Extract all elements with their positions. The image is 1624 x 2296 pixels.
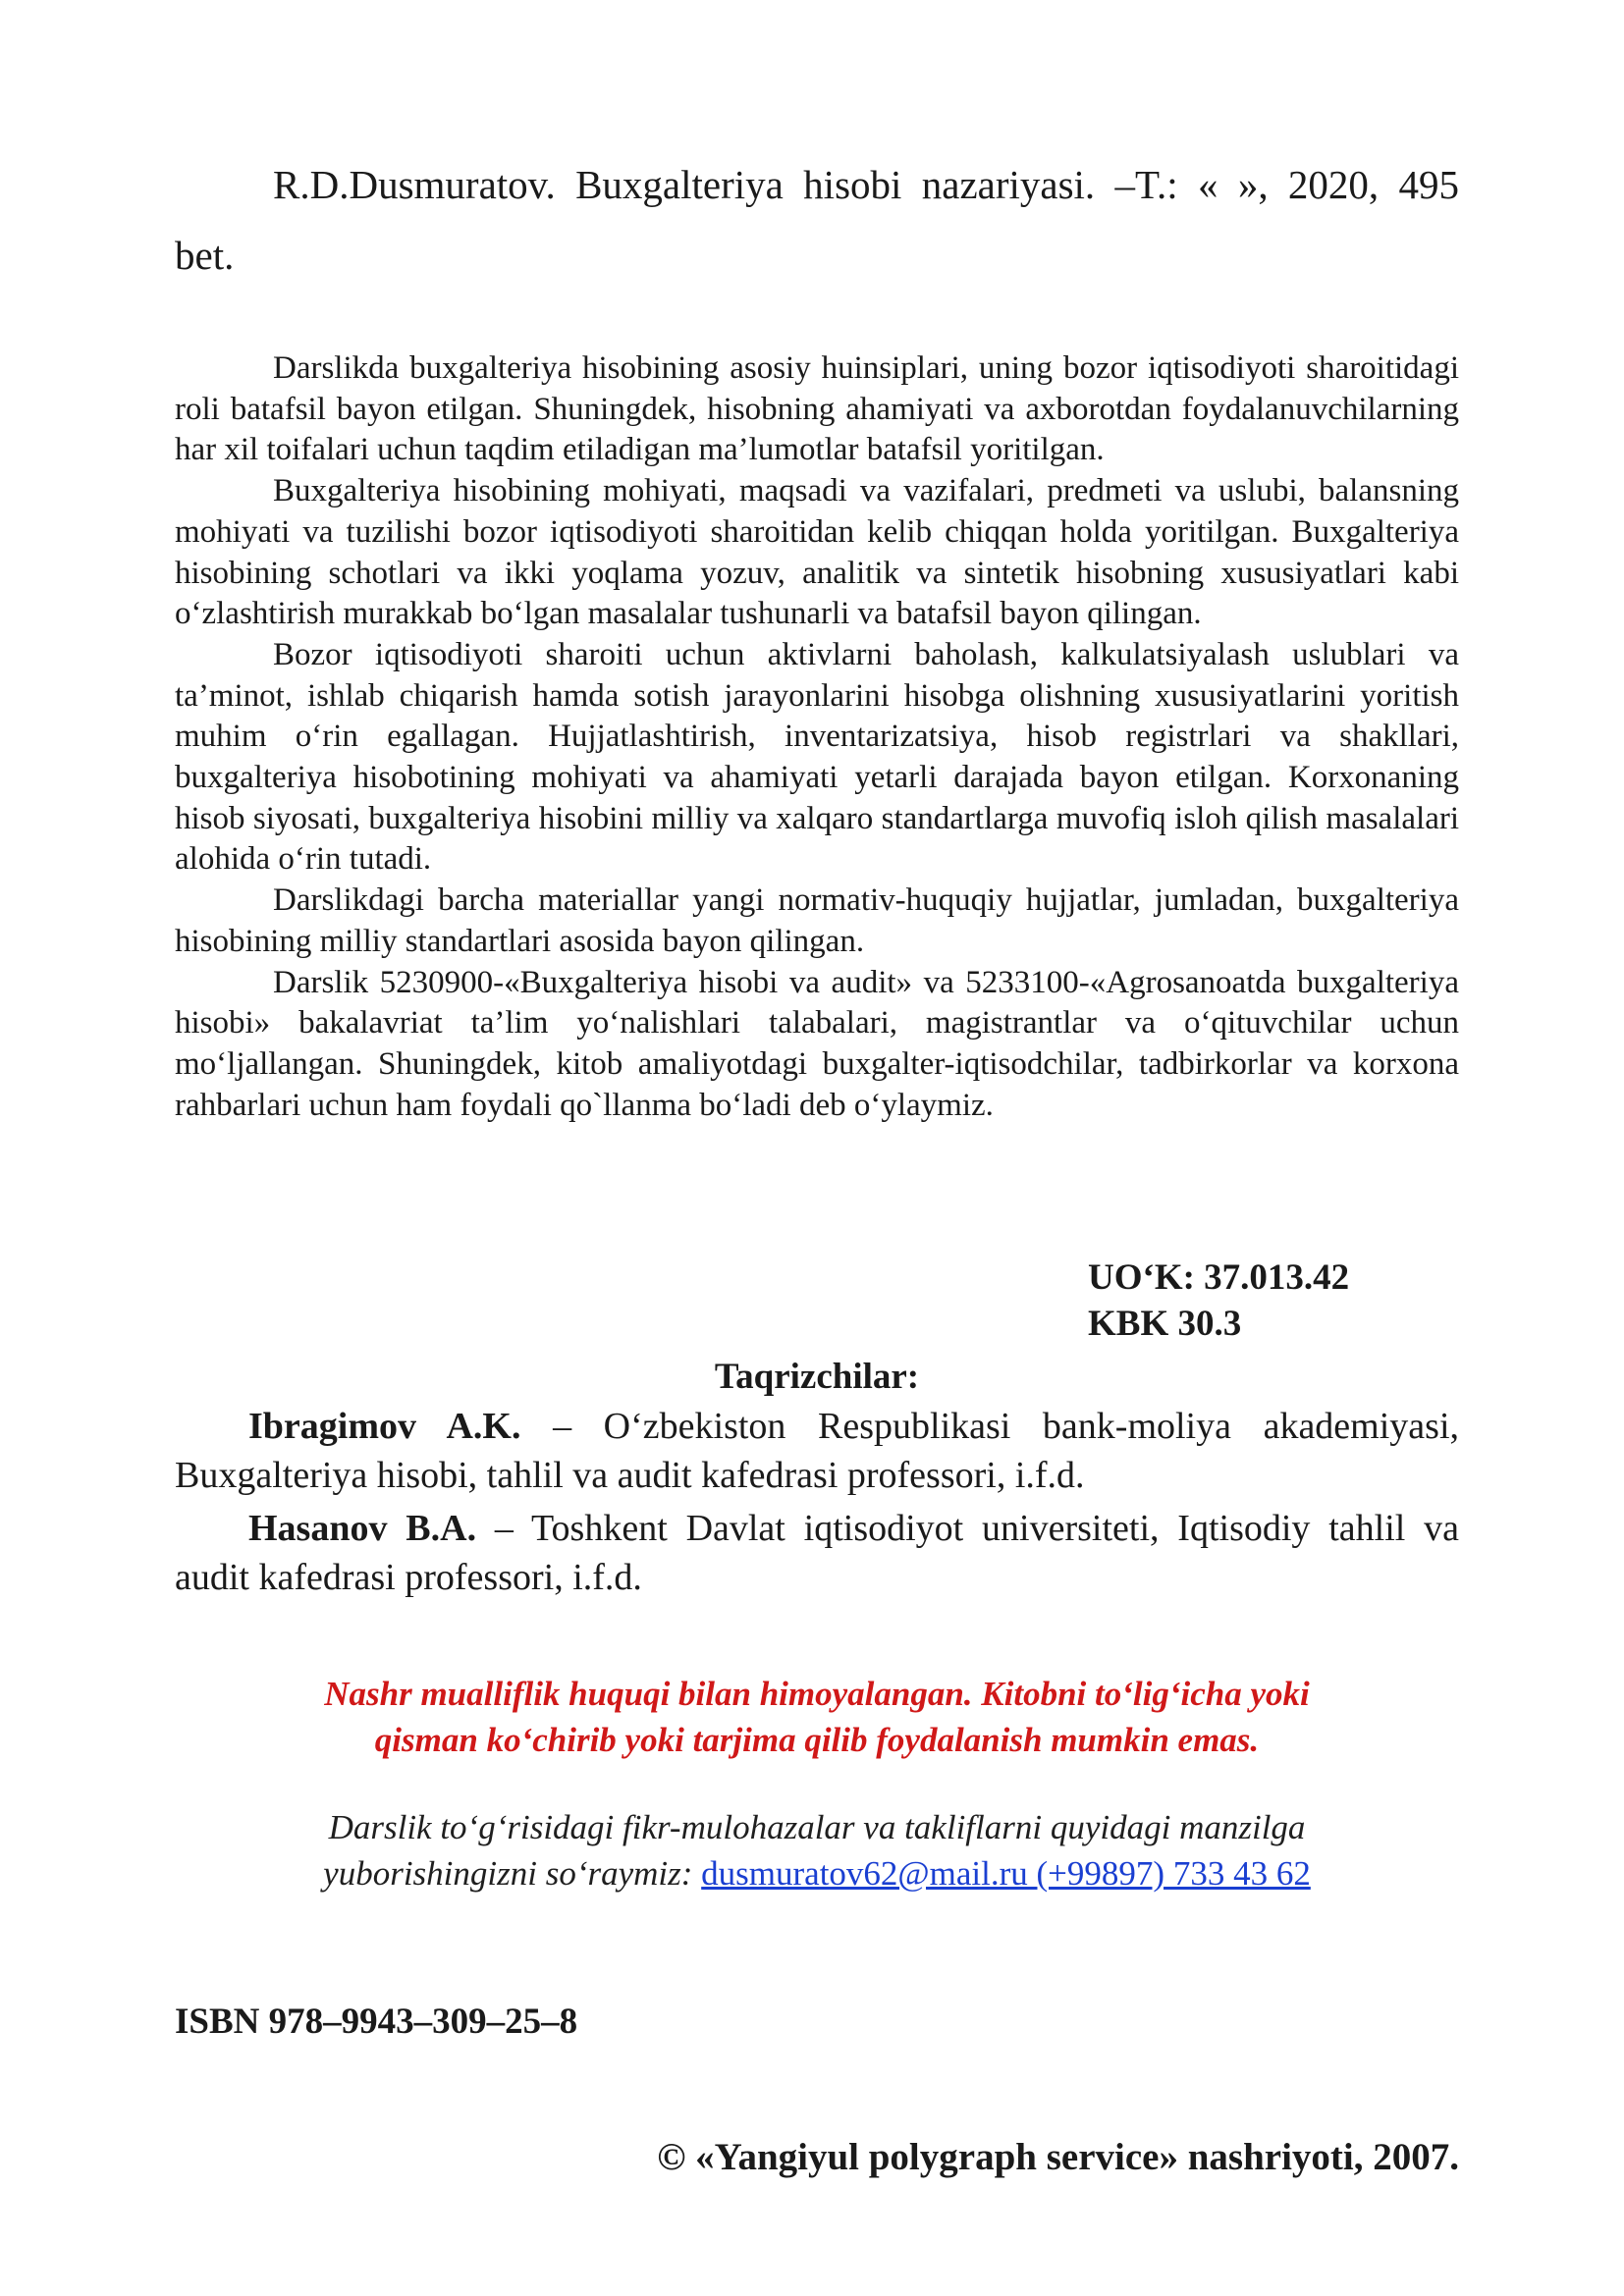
bibliographic-citation [175, 149, 1459, 291]
citation-line-1: R.D.Dusmuratov. Buxgalteriya hisobi nazariyasi. –T.: « », 2020, 495 [273, 162, 1459, 207]
feedback-request [175, 1804, 1459, 1896]
copyright-notice [175, 1671, 1459, 1763]
udk-code: UO‘K: 37.013.42 [1088, 1257, 1350, 1298]
publisher-copyright: © «Yangiyul polygraph service» nashriyoti, 2007. [657, 2136, 1459, 2178]
annotation-paragraph: Darslik 5230900-«Buxgalteriya hisobi va audit» va 5233100-«Agrosanoatda buxgalteriya hisobi» bakalavriat ta’lim yo‘nalishlari talabalari, magistrantlar va o‘qituvchilar uchun mo‘ljallangan. Shuningdek, kitob amaliyotdagi buxgalter-iqtisodchilar, tadbirkorlar va korxona rahbarlari uchun ham foydali qo`llanma bo‘ladi deb o‘ylaymiz. [175, 964, 1459, 1123]
annotation-paragraph: Bozor iqtisodiyoti sharoiti uchun aktivlarni baholash, kalkulatsiyalash uslublari va ta’minot, ishlab chiqarish hamda sotish jarayonlarini hisobga olishning xususiyatlarini yoritish muhim o‘rin egallagan. Hujjatlashtirish, inventarizatsiya, hisob registrlari va shakllari, buxgalteriya hisobotining mohiyati va ahamiyati yetarli darajada bayon etilgan. Korxonaning hisob siyosati, buxgalteriya hisobini milliy va xalqaro standartlarga muvofiq isloh qilish masalalari alohida o‘rin tutadi. [175, 636, 1459, 878]
classification-codes [1088, 1255, 1349, 1347]
kbk-code: KBK 30.3 [1088, 1304, 1242, 1344]
reviewer-entry [175, 1402, 1459, 1500]
copyright-notice-line-2: qisman ko‘chirib yoki tarjima qilib foydalanish mumkin emas. [374, 1721, 1260, 1759]
reviewer-details: – Toshkent Davlat iqtisodiyot universiteti, Iqtisodiy tahlil va audit kafedrasi professori, i.f.d. [175, 1508, 1459, 1598]
reviewer-entry [175, 1504, 1459, 1602]
isbn: ISBN 978–9943–309–25–8 [175, 2002, 578, 2042]
copyright-notice-line-1: Nashr mualliflik huquqi bilan himoyalangan. Kitobni to‘lig‘icha yoki [324, 1675, 1310, 1713]
annotation-paragraph: Darslikdagi barcha materiallar yangi normativ-huquqiy hujjatlar, jumladan, buxgalteriya hisobining milliy standartlari asosida bayon qilingan. [175, 882, 1459, 959]
contact-link[interactable]: dusmuratov62@mail.ru (+99897) 733 43 62 [701, 1854, 1311, 1893]
reviewer-name: Hasanov B.A. [248, 1508, 477, 1549]
reviewer-name: Ibragimov A.K. [248, 1406, 521, 1447]
citation-line-2: bet. [175, 233, 235, 278]
annotation-paragraph: Darslikda buxgalteriya hisobining asosiy huinsiplari, uning bozor iqtisodiyoti sharoitidagi roli batafsil bayon etilgan. Shuningdek, hisobning ahamiyati va axborotdan foydalanuvchilarning har xil toifalari uchun taqdim etiladigan ma’lumotlar batafsil yoritilgan. [175, 350, 1459, 468]
feedback-line-1: Darslik to‘g‘risidagi fikr-mulohazalar va takliflarni quyidagi manzilga [328, 1808, 1306, 1846]
reviewer-details: – O‘zbekiston Respublikasi bank-moliya akademiyasi, Buxgalteriya hisobi, tahlil va audit kafedrasi professori, i.f.d. [175, 1406, 1460, 1496]
feedback-line-2 [175, 1850, 1459, 1896]
annotation-text [175, 348, 1459, 1126]
annotation-paragraph: Buxgalteriya hisobining mohiyati, maqsadi va vazifalari, predmeti va uslubi, balansning mohiyati va tuzilishi bozor iqtisodiyoti sharoitidan kelib chiqqan holda yoritilgan. Buxgalteriya hisobining schotlari va ikki yoqlama yozuv, analitik va sintetik hisobning xususiyatlari kabi o‘zlashtirish murakkab bo‘lgan masalalar tushunarli va batafsil bayon qilingan. [175, 473, 1459, 632]
feedback-prefix: yuborishingizni so‘raymiz: [323, 1854, 702, 1893]
reviewers-heading: Taqrizchilar: [714, 1357, 920, 1397]
